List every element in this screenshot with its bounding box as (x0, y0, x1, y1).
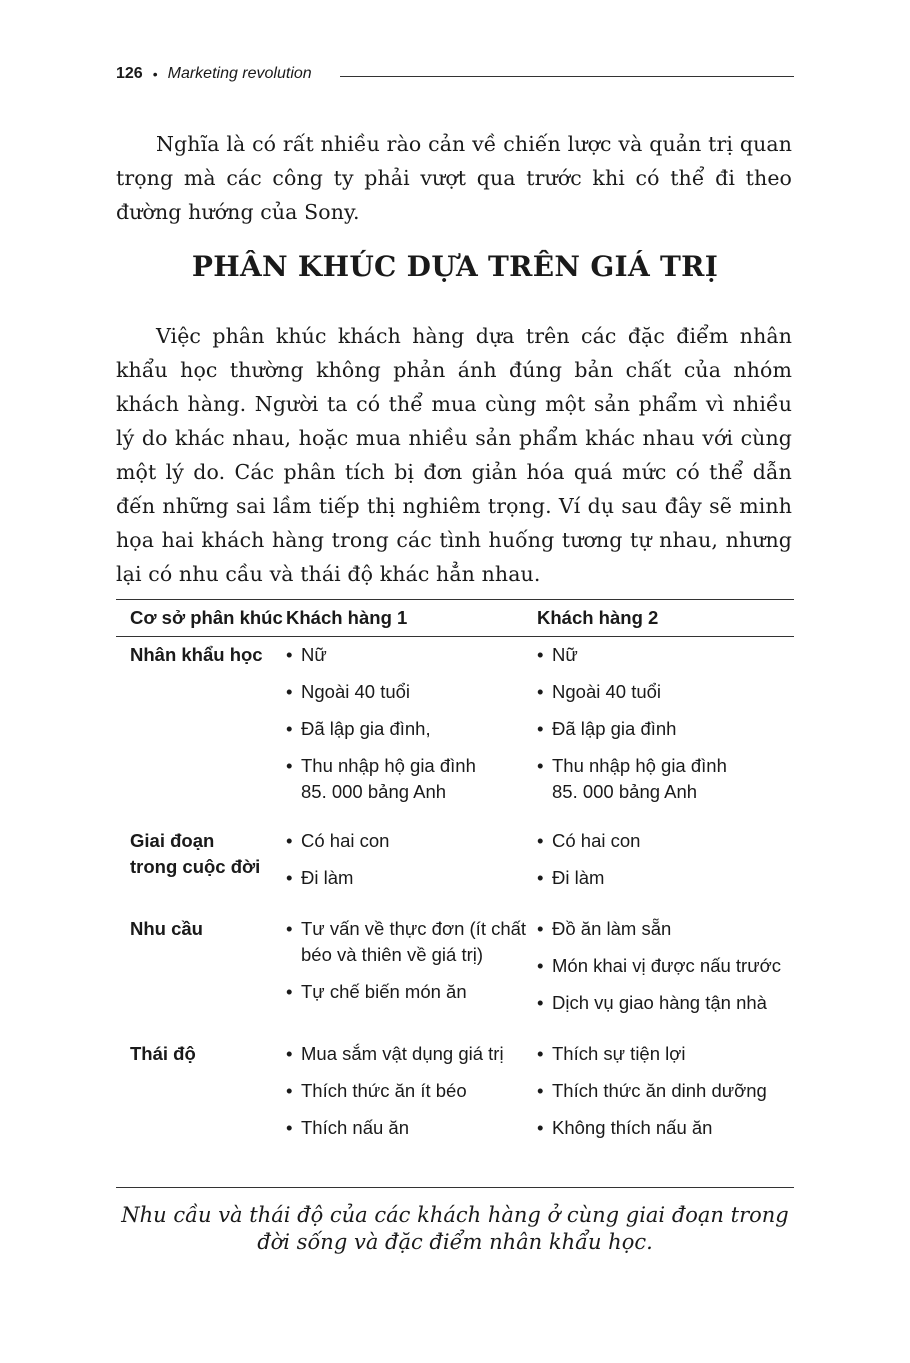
customer-2-list (537, 916, 794, 1016)
column-header-customer-1: Khách hàng 1 (286, 607, 408, 628)
customer-1-list (286, 642, 537, 805)
list-item: • Ngoài 40 tuổi (286, 679, 537, 705)
customer-2-list (537, 828, 794, 891)
table-row-needs (116, 916, 794, 1027)
list-item: • Đã lập gia đình, (286, 716, 537, 742)
list-item: • Thích thức ăn dinh dưỡng (537, 1078, 794, 1104)
table-row-demographics (116, 642, 794, 816)
list-item: • Tư vấn về thực đơn (ít chất béo và thiên về giá trị) (286, 916, 533, 968)
row-label: Thái độ (130, 1043, 196, 1064)
list-item: • Không thích nấu ăn (537, 1115, 794, 1141)
table-row-attitudes (116, 1041, 794, 1152)
customer-1-list (286, 1041, 537, 1141)
list-item: • Thích sự tiện lợi (537, 1041, 794, 1067)
list-item: • Đi làm (286, 865, 537, 891)
column-header-customer-2: Khách hàng 2 (537, 607, 659, 628)
header-rule (340, 76, 794, 77)
list-item: • Thích nấu ăn (286, 1115, 537, 1141)
list-item: • Đồ ăn làm sẵn (537, 916, 794, 942)
customer-1-list (286, 916, 537, 1005)
header-separator: • (152, 66, 158, 82)
list-item: • Thu nhập hộ gia đình 85. 000 bảng Anh (286, 753, 501, 805)
list-item: • Món khai vị được nấu trước (537, 953, 794, 979)
list-item: • Ngoài 40 tuổi (537, 679, 794, 705)
segmentation-table (116, 599, 794, 1152)
table-header-row (116, 599, 794, 637)
list-item: • Đi làm (537, 865, 794, 891)
body-paragraph: Việc phân khúc khách hàng dựa trên các đặc điểm nhân khẩu học thường không phản ánh đúng bản chất của nhóm khách hàng. Người ta có thể mua cùng một sản phẩm vì nhiều lý do khác nhau, hoặc mua nhiều sản phẩm khác nhau với cùng một lý do. Các phân tích bị đơn giản hóa quá mức có thể dẫn đến những sai lầm tiếp thị nghiêm trọng. Ví dụ sau đây sẽ minh họa hai khách hàng trong các tình huống tương tự nhau, nhưng lại có nhu cầu và thái độ khác hẳn nhau. (116, 324, 792, 586)
running-header (116, 62, 794, 86)
customer-2-list (537, 642, 794, 805)
customer-1-list (286, 828, 537, 891)
table-row-life-stage (116, 828, 794, 902)
table-caption: Nhu cầu và thái độ của các khách hàng ở cùng giai đoạn trong đời sống và đặc điểm nhân khẩu học. (121, 1203, 789, 1254)
page-number: 126 (116, 65, 143, 82)
book-title: Marketing revolution (167, 65, 312, 82)
list-item: • Đã lập gia đình (537, 716, 794, 742)
list-item: • Có hai con (537, 828, 794, 854)
intro-paragraph: Nghĩa là có rất nhiều rào cản về chiến lược và quản trị quan trọng mà các công ty phải vượt qua trước khi có thể đi theo đường hướng của Sony. (116, 132, 792, 224)
list-item: • Tự chế biến món ăn (286, 979, 537, 1005)
column-header-basis: Cơ sở phân khúc (130, 607, 283, 628)
row-label: Nhu cầu (130, 918, 203, 939)
list-item: • Nữ (286, 642, 537, 668)
list-item: • Có hai con (286, 828, 537, 854)
row-label: Nhân khẩu học (130, 644, 263, 665)
list-item: • Nữ (537, 642, 794, 668)
customer-2-list (537, 1041, 794, 1141)
section-title: PHÂN KHÚC DỰA TRÊN GIÁ TRỊ (191, 250, 719, 283)
list-item: • Thu nhập hộ gia đình 85. 000 bảng Anh (537, 753, 752, 805)
table-bottom-rule (116, 1187, 794, 1188)
list-item: • Mua sắm vật dụng giá trị (286, 1041, 537, 1067)
list-item: • Thích thức ăn ít béo (286, 1078, 537, 1104)
row-label: Giai đoạn trong cuộc đời (130, 830, 261, 877)
list-item: • Dịch vụ giao hàng tận nhà (537, 990, 794, 1016)
